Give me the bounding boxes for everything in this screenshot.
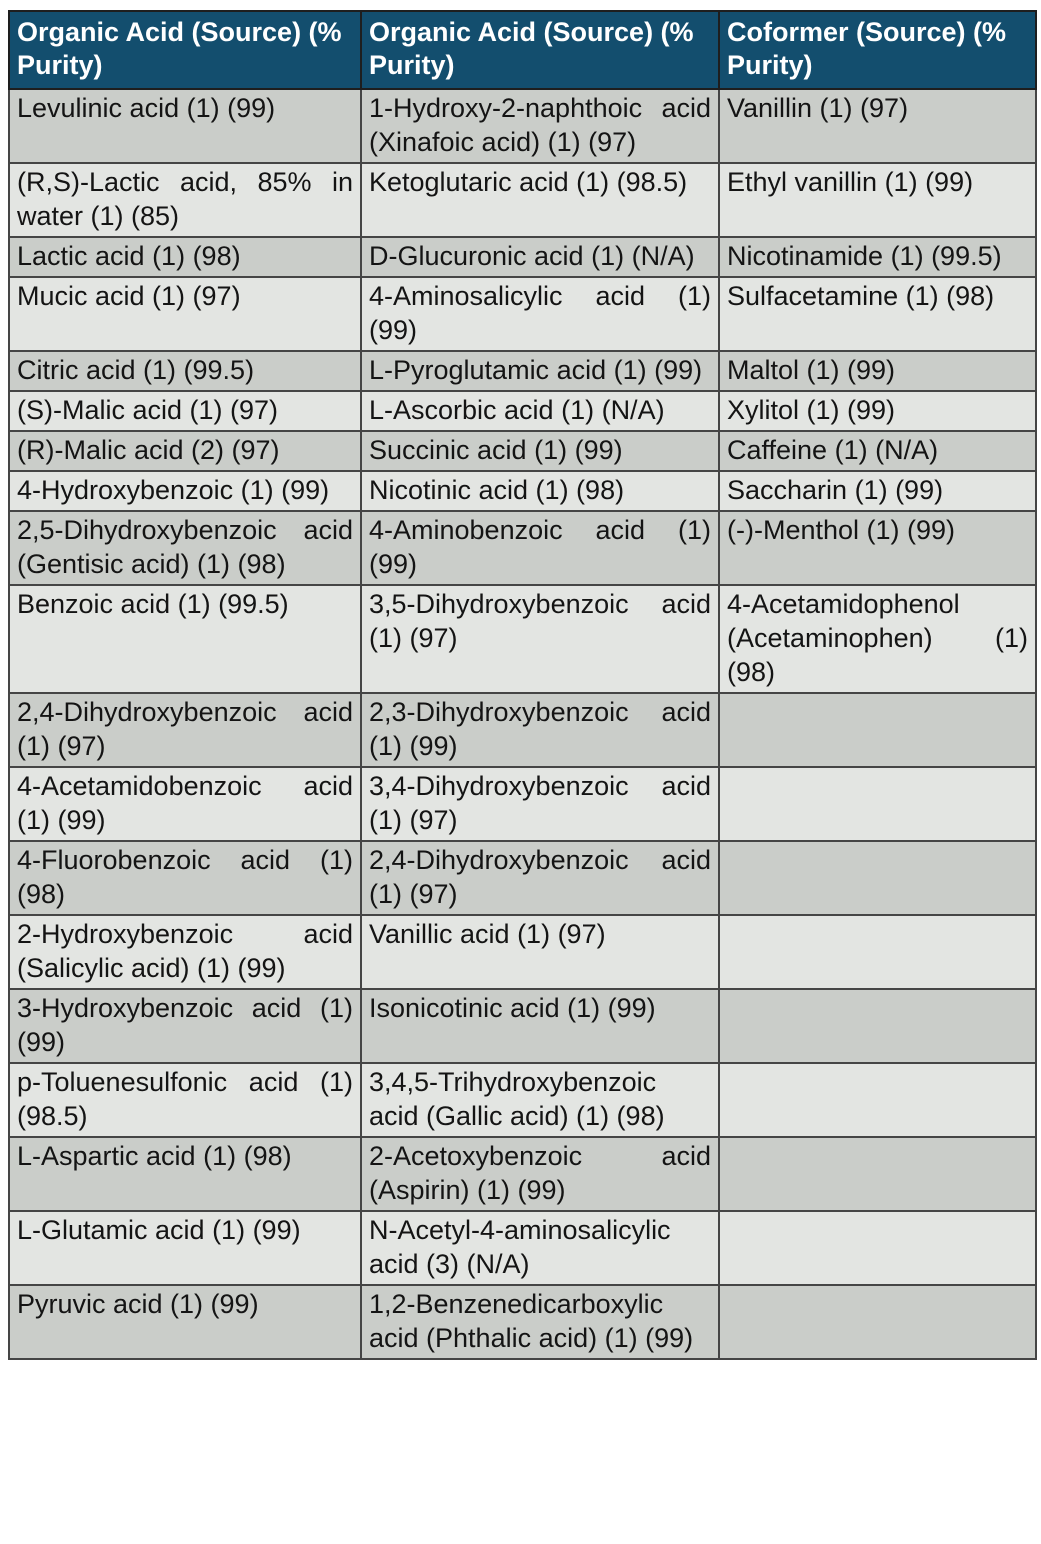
table-row (9, 1285, 1036, 1359)
cell-organic-acid-1: Benzoic acid (1) (99.5) (9, 585, 361, 693)
cell-organic-acid-1: Pyruvic acid (1) (99) (9, 1285, 361, 1359)
cell-coformer: 4-Acetamidophenol (Acetaminophen) (1) (98) (719, 585, 1036, 693)
cell-coformer (719, 1285, 1036, 1359)
cell-organic-acid-2: N-Acetyl-4-aminosalicylic acid (3) (N/A) (361, 1211, 719, 1285)
cell-organic-acid-1: (S)-Malic acid (1) (97) (9, 391, 361, 431)
cell-organic-acid-1: L-Aspartic acid (1) (98) (9, 1137, 361, 1211)
table-row (9, 471, 1036, 511)
cell-organic-acid-2: Ketoglutaric acid (1) (98.5) (361, 163, 719, 237)
table-row (9, 693, 1036, 767)
cell-coformer (719, 693, 1036, 767)
table-row (9, 585, 1036, 693)
cell-coformer (719, 1063, 1036, 1137)
table-row (9, 1063, 1036, 1137)
cell-organic-acid-1: p-Toluenesulfonic acid (1) (98.5) (9, 1063, 361, 1137)
cell-organic-acid-1: 4-Hydroxybenzoic (1) (99) (9, 471, 361, 511)
table-row (9, 989, 1036, 1063)
col-header-organic-acid-1: Organic Acid (Source) (% Purity) (9, 11, 361, 89)
table-row (9, 841, 1036, 915)
table-row (9, 351, 1036, 391)
table-row (9, 431, 1036, 471)
cell-organic-acid-1: (R,S)-Lactic acid, 85% in water (1) (85) (9, 163, 361, 237)
cell-organic-acid-1: 4-Acetamidobenzoic acid (1) (99) (9, 767, 361, 841)
table-row (9, 511, 1036, 585)
table-header-row (9, 11, 1036, 89)
table-row (9, 277, 1036, 351)
cell-coformer (719, 989, 1036, 1063)
table-row (9, 915, 1036, 989)
cell-organic-acid-2: Succinic acid (1) (99) (361, 431, 719, 471)
cell-organic-acid-1: L-Glutamic acid (1) (99) (9, 1211, 361, 1285)
cell-organic-acid-2: 2-Acetoxybenzoic acid (Aspirin) (1) (99) (361, 1137, 719, 1211)
cell-coformer (719, 841, 1036, 915)
cell-organic-acid-2: Nicotinic acid (1) (98) (361, 471, 719, 511)
cell-organic-acid-1: Citric acid (1) (99.5) (9, 351, 361, 391)
cell-organic-acid-2: L-Pyroglutamic acid (1) (99) (361, 351, 719, 391)
cell-coformer: Ethyl vanillin (1) (99) (719, 163, 1036, 237)
cell-organic-acid-2: 1-Hydroxy-2-naphthoic acid (Xinafoic acid) (1) (97) (361, 89, 719, 163)
cell-coformer: (-)-Menthol (1) (99) (719, 511, 1036, 585)
table-row (9, 163, 1036, 237)
table-body (9, 89, 1036, 1359)
col-header-coformer: Coformer (Source) (% Purity) (719, 11, 1036, 89)
table-row (9, 391, 1036, 431)
cell-organic-acid-1: 3-Hydroxybenzoic acid (1) (99) (9, 989, 361, 1063)
cell-coformer (719, 915, 1036, 989)
cell-organic-acid-1: Levulinic acid (1) (99) (9, 89, 361, 163)
cell-organic-acid-1: 2,4-Dihydroxybenzoic acid (1) (97) (9, 693, 361, 767)
cell-coformer: Maltol (1) (99) (719, 351, 1036, 391)
cell-coformer: Vanillin (1) (97) (719, 89, 1036, 163)
coformer-screening-table (8, 10, 1037, 1360)
cell-organic-acid-2: 3,5-Dihydroxybenzoic acid (1) (97) (361, 585, 719, 693)
cell-coformer (719, 767, 1036, 841)
cell-organic-acid-1: (R)-Malic acid (2) (97) (9, 431, 361, 471)
cell-organic-acid-2: 4-Aminobenzoic acid (1) (99) (361, 511, 719, 585)
cell-organic-acid-1: Lactic acid (1) (98) (9, 237, 361, 277)
cell-organic-acid-2: Vanillic acid (1) (97) (361, 915, 719, 989)
cell-coformer (719, 1137, 1036, 1211)
cell-organic-acid-2: 1,2-Benzenedicarboxylic acid (Phthalic acid) (1) (99) (361, 1285, 719, 1359)
table-row (9, 237, 1036, 277)
cell-organic-acid-2: 2,3-Dihydroxybenzoic acid (1) (99) (361, 693, 719, 767)
cell-organic-acid-1: 2,5-Dihydroxybenzoic acid (Gentisic acid) (1) (98) (9, 511, 361, 585)
cell-coformer: Caffeine (1) (N/A) (719, 431, 1036, 471)
cell-organic-acid-2: L-Ascorbic acid (1) (N/A) (361, 391, 719, 431)
cell-organic-acid-2: Isonicotinic acid (1) (99) (361, 989, 719, 1063)
table-row (9, 89, 1036, 163)
cell-organic-acid-1: 2-Hydroxybenzoic acid (Salicylic acid) (1) (99) (9, 915, 361, 989)
table-row (9, 1211, 1036, 1285)
table-row (9, 767, 1036, 841)
cell-coformer: Sulfacetamine (1) (98) (719, 277, 1036, 351)
cell-organic-acid-1: Mucic acid (1) (97) (9, 277, 361, 351)
cell-organic-acid-2: 3,4,5-Trihydroxybenzoic acid (Gallic acid) (1) (98) (361, 1063, 719, 1137)
cell-organic-acid-2: 2,4-Dihydroxybenzoic acid (1) (97) (361, 841, 719, 915)
cell-coformer: Xylitol (1) (99) (719, 391, 1036, 431)
table-row (9, 1137, 1036, 1211)
cell-coformer: Nicotinamide (1) (99.5) (719, 237, 1036, 277)
cell-organic-acid-2: 3,4-Dihydroxybenzoic acid (1) (97) (361, 767, 719, 841)
cell-organic-acid-2: 4-Aminosalicylic acid (1) (99) (361, 277, 719, 351)
cell-organic-acid-2: D-Glucuronic acid (1) (N/A) (361, 237, 719, 277)
cell-organic-acid-1: 4-Fluorobenzoic acid (1) (98) (9, 841, 361, 915)
col-header-organic-acid-2: Organic Acid (Source) (% Purity) (361, 11, 719, 89)
cell-coformer: Saccharin (1) (99) (719, 471, 1036, 511)
cell-coformer (719, 1211, 1036, 1285)
